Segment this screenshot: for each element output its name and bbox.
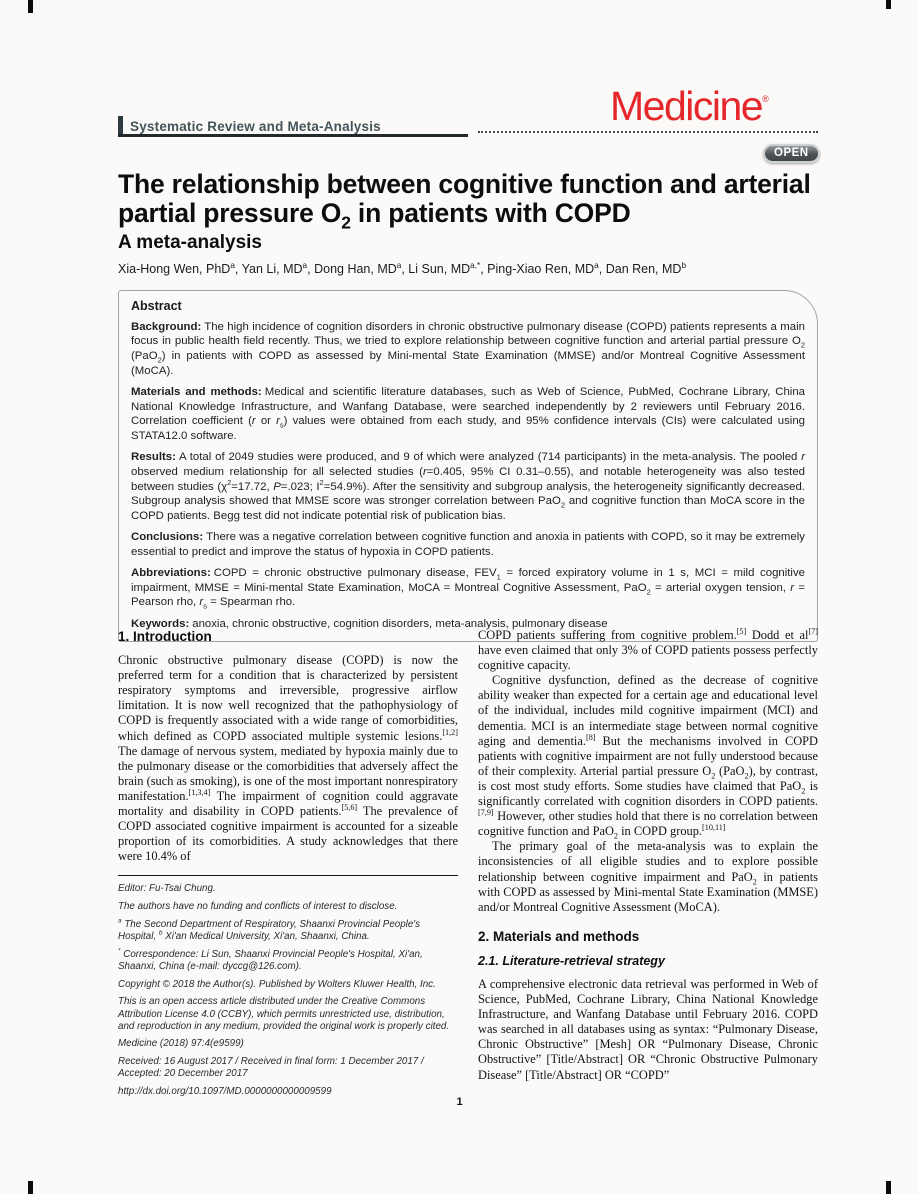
section-heading-methods: 2. Materials and methods [478, 928, 640, 944]
abstract-section-text: The high incidence of cognition disorders in chronic obstructive pulmonary disease (COPD) patients represents a main focus in public health field recently. Thus, we tried to explore relationship between cognitive function and arterial partial pressure $O_2$ (PaO$_2$) in patients with COPD as assessed by Mini-mental State Examination (MMSE) and/or Montreal Cognitive Assessment (MoCA). [131, 320, 805, 377]
registered-trademark-icon: ® [762, 94, 769, 104]
footnote-license: This is an open access article distributed under the Creative Commons Attribution License 4.0 (CCBY), which permits unrestricted use, distribution, and reproduction in any medium, provided the original work is properly cited. [118, 996, 450, 1032]
abstract-box [118, 290, 818, 642]
abstract-section-label: Keywords: [131, 617, 190, 630]
journal-name: Medicine [610, 83, 763, 129]
logo-dotted-rule [478, 131, 818, 133]
scan-corner-mark [886, 1181, 891, 1194]
body-paragraph: A comprehensive electronic data retrieval was performed in Web of Science, PubMed, Cochrane Library, China National Knowledge Infrastructure, and Wanfang Database until February 2016. COPD was searched in all databases using as syntax: “Pulmonary Disease, Chronic Obstructive” [Mesh] OR “Pulmonary Disease, Chronic Obstructive” [Title/Abstract] OR “Chronic Obstructive Pulmonary Disease” [Title/Abstract] OR “COPD” [478, 976, 818, 1082]
abstract-abbreviations [131, 566, 805, 610]
abstract-section-label: Results: [131, 451, 176, 464]
abstract-section-text: A total of 2049 studies were produced, and 9 of which were analyzed (714 participants) in the meta-analysis. The pooled r observed medium relationship for all selected studies (r=0.405, 95% CI 0.31–0.55), and notable heterogeneity was also tested between studies ($\chi^2=17.72$, P=.023; $I^2=54.9\%$). After the sensitivity and subgroup analysis, the heterogeneity significantly decreased. Subgroup analysis showed that MMSE score was stronger correlation between PaO$_2$ and cognitive function than MoCA score in the COPD patients. Begg test did not indicate potential risk of publication bias. [131, 451, 805, 522]
abstract-results [131, 450, 805, 524]
doi-link[interactable]: http://dx.doi.org/10.1097/MD.0000000000009599 [118, 1086, 332, 1098]
page-number: 1 [456, 1096, 463, 1108]
abstract-background [131, 320, 805, 379]
right-column [478, 628, 818, 1104]
author-list: Xia-Hong Wen, PhD$^a$, Yan Li, $MD^a$, Dong Han, $MD^a$, Li Sun, $MD^{a,*}$, Ping-Xiao Ren, $MD^a$, Dan Ren, $MD^b$ [118, 260, 687, 276]
intro-paragraph: Chronic obstructive pulmonary disease (COPD) is now the preferred term for a condition that is characterized by persistent respiratory symptoms and irreversible, progressive airflow limitation. It is now well recognized that the pathophysiology of COPD is frequently associated with a wide range of comorbidities, which defined as COPD associated multiple systemic lesions.[1,2] The damage of nervous system, mediated by hypoxia mainly due to the pulmonary disease or the comorbidities that adversely affect the brain (such as smoking), is one of the most important nonrespiratory manifestation.[1,3,4] The impairment of cognition could aggravate mortality and disability in COPD patients.[5,6] The prevalence of COPD associated cognitive impairment is accounted for a sizeable proportion of its comorbidities. A study acknowledges that there were 10.4% of [118, 653, 458, 864]
footnote-correspondence: * Correspondence: Li Sun, Shaanxi Provincial People's Hospital, Xi'an, Shaanxi, China (e-mail: dyccg@126.com). [118, 947, 423, 972]
section-heading-introduction: 1. Introduction [118, 629, 212, 644]
abstract-section-text: COPD = chronic obstructive pulmonary disease, $FEV_1$ = forced expiratory volume in 1 s, MCI = mild cognitive impairment, MMSE = Mini-mental State Examination, MoCA = Montreal Cognitive Assessment, PaO$_2$ = arterial oxygen tension, r = Pearson rho, $r_s$ = Spearman rho. [131, 567, 805, 611]
abstract-section-label: Abbreviations: [131, 567, 211, 580]
open-access-badge: OPEN [763, 144, 820, 163]
abstract-section-label: Materials and methods: [131, 385, 262, 398]
abstract-section-text: Medical and scientific literature databases, such as Web of Science, PubMed, Cochrane Library, China National Knowledge Infrastructure, and Wanfang Database, were searched independently by 2 reviewers until February 2016. Correlation coefficient (r or $r_s$) values were obtained from each study, and 95% confidence intervals (CIs) were calculated using STATA12.0 software. [131, 385, 805, 442]
footnote-dates: Received: 16 August 2017 / Received in final form: 1 December 2017 / Accepted: 20 December 2017 [118, 1056, 424, 1080]
left-column [118, 628, 458, 1104]
footnote-citation: Medicine (2018) 97:4(e9599) [118, 1038, 244, 1050]
body-paragraph: Cognitive dysfunction, defined as the decrease of cognitive ability weaker than expected for a certain age and educational level of the individual, includes mild cognitive impairment (MCI) and dementia. MCI is an intermediate stage between normal cognitive aging and dementia.[8] But the mechanisms involved in COPD patients with cognitive impairment are not fully understood because of their complexity. Arterial partial pressure $O_2$ (PaO$_2$), by contrast, is cost most study efforts. Some studies have claimed that PaO$_2$ is significantly correlated with cognition disorders in COPD patients.[7,9] However, other studies hold that there is no correlation between cognitive function and PaO$_2$ in COPD group.[10,11] [478, 673, 818, 841]
article-title: The relationship between cognitive function and arterial partial pressure $O_2$ in patients with COPD [118, 169, 811, 233]
footnote-copyright: Copyright © 2018 the Author(s). Published by Wolters Kluwer Health, Inc. [118, 978, 436, 990]
abstract-heading: Abstract [131, 299, 182, 313]
abstract-conclusions [131, 530, 805, 559]
scan-corner-mark [28, 1181, 33, 1194]
body-columns [118, 628, 818, 1104]
footnote-disclosure: The authors have no funding and conflicts of interest to disclose. [118, 901, 398, 913]
subsection-heading-literature: 2.1. Literature-retrieval strategy [478, 953, 665, 968]
section-label: Systematic Review and Meta-Analysis [130, 119, 381, 134]
abstract-section-text: There was a negative correlation between cognitive function and anoxia in patients with COPD, so it may be extremely essential to predict and improve the status of hypoxia in COPD patients. [131, 531, 805, 558]
body-paragraph: The primary goal of the meta-analysis was to explain the inconsistencies of all eligible studies and to explore possible relationship between cognitive impairment and PaO$_2$ in patients with COPD as assessed by Mini-mental State Examination (MMSE) and/or Montreal Cognitive Assessment (MoCA). [478, 839, 818, 914]
abstract-section-label: Conclusions: [131, 531, 204, 544]
footnote-editor: Editor: Fu-Tsai Chung. [118, 883, 216, 895]
abstract-section-text: anoxia, chronic obstructive, cognition disorders, meta-analysis, pulmonary disease [192, 617, 608, 630]
abstract-methods [131, 385, 805, 444]
footnote-affiliations: $^a$ The Second Department of Respiratory, Shaanxi Provincial People's Hospital, $^b$ Xi'an Medical University, Xi'an, Shaanxi, China. [118, 917, 421, 943]
body-paragraph: COPD patients suffering from cognitive problem.[5] Dodd et al[7] have even claimed that only 3% of COPD patients possess perfectly cognitive capacity. [478, 626, 818, 673]
article-subtitle: A meta-analysis [118, 232, 262, 253]
journal-logo [610, 83, 820, 129]
abstract-section-label: Background: [131, 320, 202, 333]
footnote-block [118, 875, 458, 1098]
scan-corner-mark [886, 0, 891, 9]
header-rule [118, 134, 468, 137]
scan-corner-mark [28, 0, 33, 13]
